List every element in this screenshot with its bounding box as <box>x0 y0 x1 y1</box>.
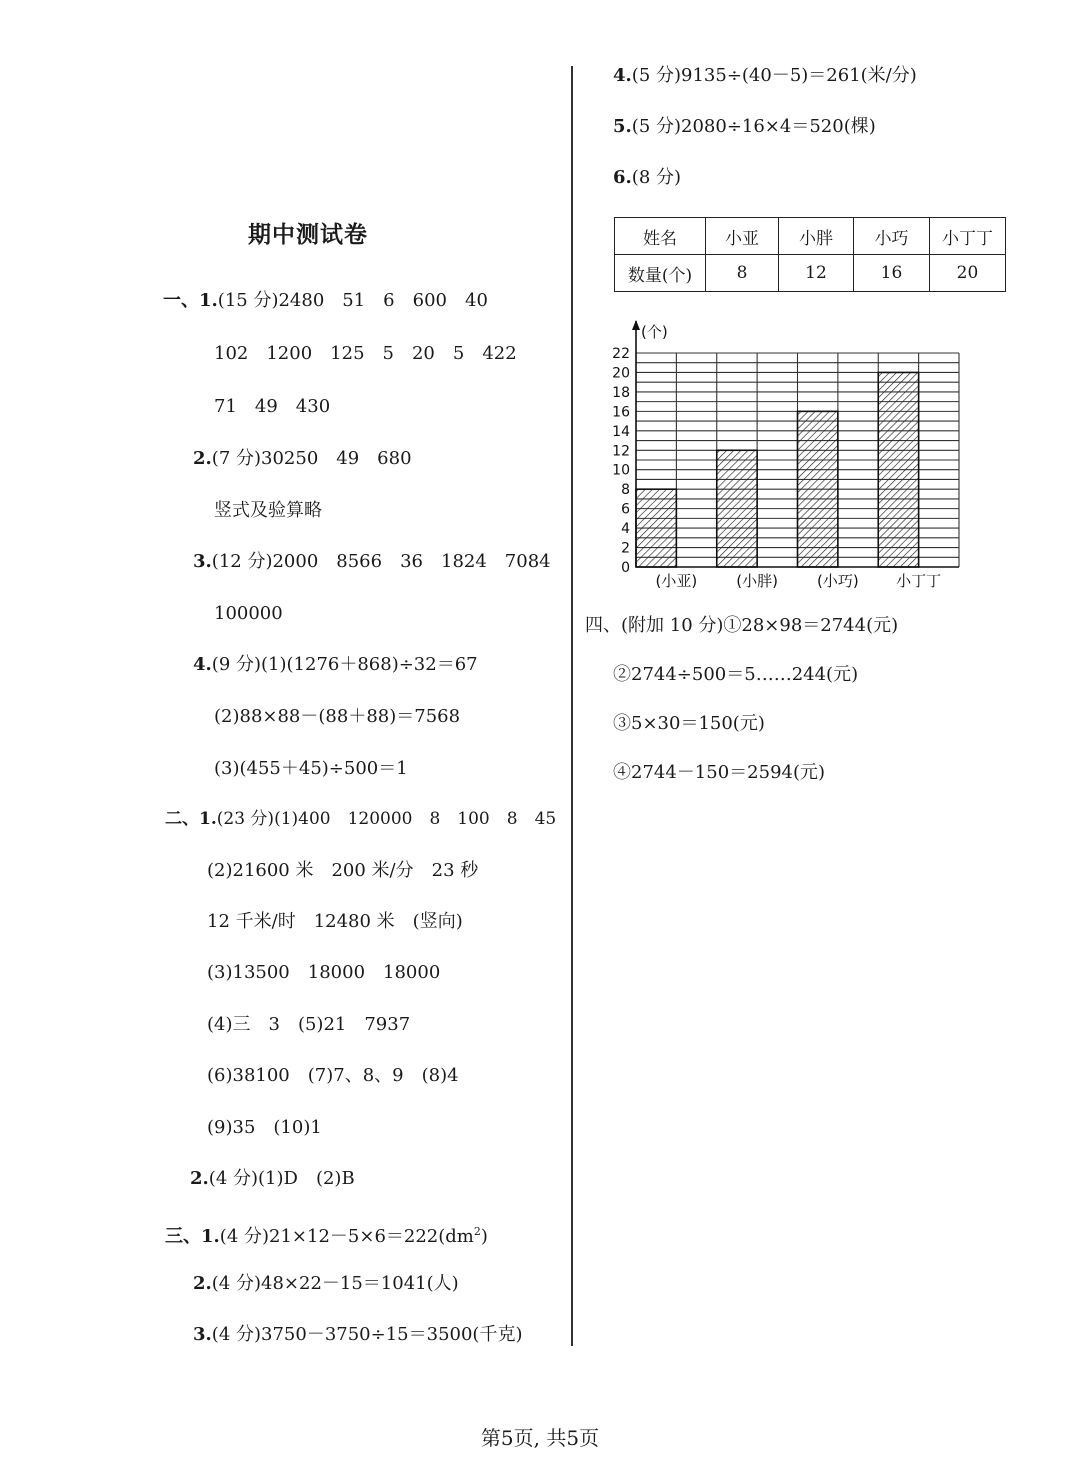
answer-line: 102 1200 125 5 20 5 422 <box>214 343 517 364</box>
q-prefix: 一、1. <box>163 290 218 311</box>
section4-line: 四、(附加 10 分)①28×98＝2744(元) <box>585 615 899 636</box>
q-prefix: 6. <box>613 167 632 188</box>
answer-line: 竖式及验算略 <box>214 500 322 521</box>
section4-line: ③5×30＝150(元) <box>613 713 765 734</box>
bar <box>636 489 676 567</box>
table-row <box>615 218 1006 255</box>
x-tick-label: (小胖) <box>736 572 778 590</box>
table-cell: 小亚 <box>706 218 779 255</box>
answer-line: 2000 8566 36 1824 7084 <box>272 551 551 572</box>
answer-line: (2)88×88－(88＋88)＝7568 <box>214 706 461 727</box>
section3-q3 <box>193 1323 522 1347</box>
answer-close: ) <box>480 1226 488 1247</box>
q-prefix: 3. <box>193 1324 212 1345</box>
data-table <box>614 217 1006 292</box>
q-prefix: 5. <box>613 116 632 137</box>
y-tick-label: 4 <box>621 521 630 538</box>
section1-q1 <box>163 289 488 313</box>
answer-line: (9)35 (10)1 <box>207 1117 322 1138</box>
y-tick-label: 10 <box>612 462 630 479</box>
table-cell: 16 <box>854 255 930 292</box>
q-score: (12 分) <box>211 551 273 572</box>
y-axis-label: (个) <box>641 323 668 341</box>
answer-line: 48×22－15＝1041(人) <box>261 1273 459 1294</box>
answer-line: 30250 49 680 <box>261 448 412 469</box>
q-prefix: 二、1. <box>165 809 217 829</box>
y-tick-label: 6 <box>621 501 630 518</box>
q-prefix: 2. <box>193 1273 212 1294</box>
table-row <box>615 255 1006 292</box>
section4-line: ④2744－150＝2594(元) <box>613 762 826 783</box>
y-tick-label: 16 <box>612 404 630 421</box>
column-divider <box>571 66 573 1346</box>
q-score: (4 分) <box>219 1226 270 1247</box>
section1-q2 <box>193 447 412 471</box>
y-tick-label: 12 <box>612 443 630 460</box>
q-prefix: 2. <box>190 1168 209 1189</box>
y-tick-label: 8 <box>621 482 630 499</box>
answer-line: (5 分)2080÷16×4＝520(棵) <box>631 116 876 137</box>
q-prefix: 3. <box>193 551 212 572</box>
answer-line: (1)(1276＋868)÷32＝67 <box>261 654 478 675</box>
section1-q4 <box>193 653 478 677</box>
section3-q6 <box>613 166 681 190</box>
q-score: (4 分) <box>208 1168 259 1189</box>
superscript: 2 <box>473 1225 481 1238</box>
answer-line: 12 千米/时 12480 米 (竖向) <box>207 911 463 932</box>
table-cell: 12 <box>779 255 854 292</box>
q-score: (15 分) <box>217 290 279 311</box>
table-cell: 小巧 <box>854 218 930 255</box>
bar <box>878 372 918 567</box>
bar-chart <box>600 315 980 595</box>
answer-line: 100000 <box>214 603 283 624</box>
y-tick-label: 14 <box>612 423 630 440</box>
table-header: 数量(个) <box>615 255 706 292</box>
q-prefix: 4. <box>613 65 632 86</box>
x-tick-label: 小丁丁 <box>896 572 942 590</box>
y-tick-label: 18 <box>612 384 630 401</box>
page-title: 期中测试卷 <box>248 221 368 248</box>
q-score: (23 分) <box>216 809 275 829</box>
answer-line: (3)13500 18000 18000 <box>207 962 441 983</box>
x-tick-label: (小巧) <box>817 572 859 590</box>
x-tick-label: (小亚) <box>655 572 698 590</box>
answer-line: (1)400 120000 8 100 8 45 <box>274 809 557 829</box>
answer-line: (5 分)9135÷(40－5)＝261(米/分) <box>631 65 917 86</box>
table-cell: 小胖 <box>779 218 854 255</box>
y-tick-label: 0 <box>621 560 630 576</box>
answer-line: (8 分) <box>631 167 682 188</box>
answer-line: 21×12－5×6＝222(dm <box>269 1226 474 1247</box>
q-prefix: 2. <box>193 448 212 469</box>
q-score: (7 分) <box>211 448 262 469</box>
answer-line: (2)21600 米 200 米/分 23 秒 <box>207 860 479 881</box>
answer-line: (4)三 3 (5)21 7937 <box>207 1014 411 1035</box>
answer-line: 2480 51 6 600 40 <box>278 290 488 311</box>
table-cell: 小丁丁 <box>930 218 1006 255</box>
answer-line: 3750－3750÷15＝3500(千克) <box>261 1324 523 1345</box>
q-score: (9 分) <box>211 654 262 675</box>
section1-q3 <box>193 550 551 574</box>
section4-line: ②2744÷500＝5……244(元) <box>613 664 859 685</box>
section3-q2 <box>193 1272 459 1296</box>
answer-line: 71 49 430 <box>214 396 331 417</box>
y-axis-arrow <box>632 320 640 330</box>
table-cell: 20 <box>930 255 1006 292</box>
y-tick-label: 22 <box>612 346 630 362</box>
y-tick-label: 2 <box>621 540 630 557</box>
section3-q5 <box>613 115 876 139</box>
bar <box>798 411 838 567</box>
answer-line: (3)(455＋45)÷500＝1 <box>214 758 408 779</box>
bar <box>717 450 757 567</box>
section3-q1 <box>165 1220 488 1249</box>
section2-q1 <box>165 807 556 831</box>
answer-line: (1)D (2)B <box>258 1168 355 1189</box>
q-score: (4 分) <box>211 1273 262 1294</box>
q-prefix: 三、1. <box>165 1226 220 1247</box>
page-footer: 第5页, 共5页 <box>480 1426 600 1450</box>
table-cell: 8 <box>706 255 779 292</box>
section3-q4 <box>613 64 917 88</box>
q-score: (4 分) <box>211 1324 262 1345</box>
section2-q2 <box>190 1167 355 1191</box>
table-header: 姓名 <box>615 218 706 255</box>
q-prefix: 4. <box>193 654 212 675</box>
answer-line: (6)38100 (7)7、8、9 (8)4 <box>207 1065 459 1086</box>
y-tick-label: 20 <box>612 365 630 382</box>
